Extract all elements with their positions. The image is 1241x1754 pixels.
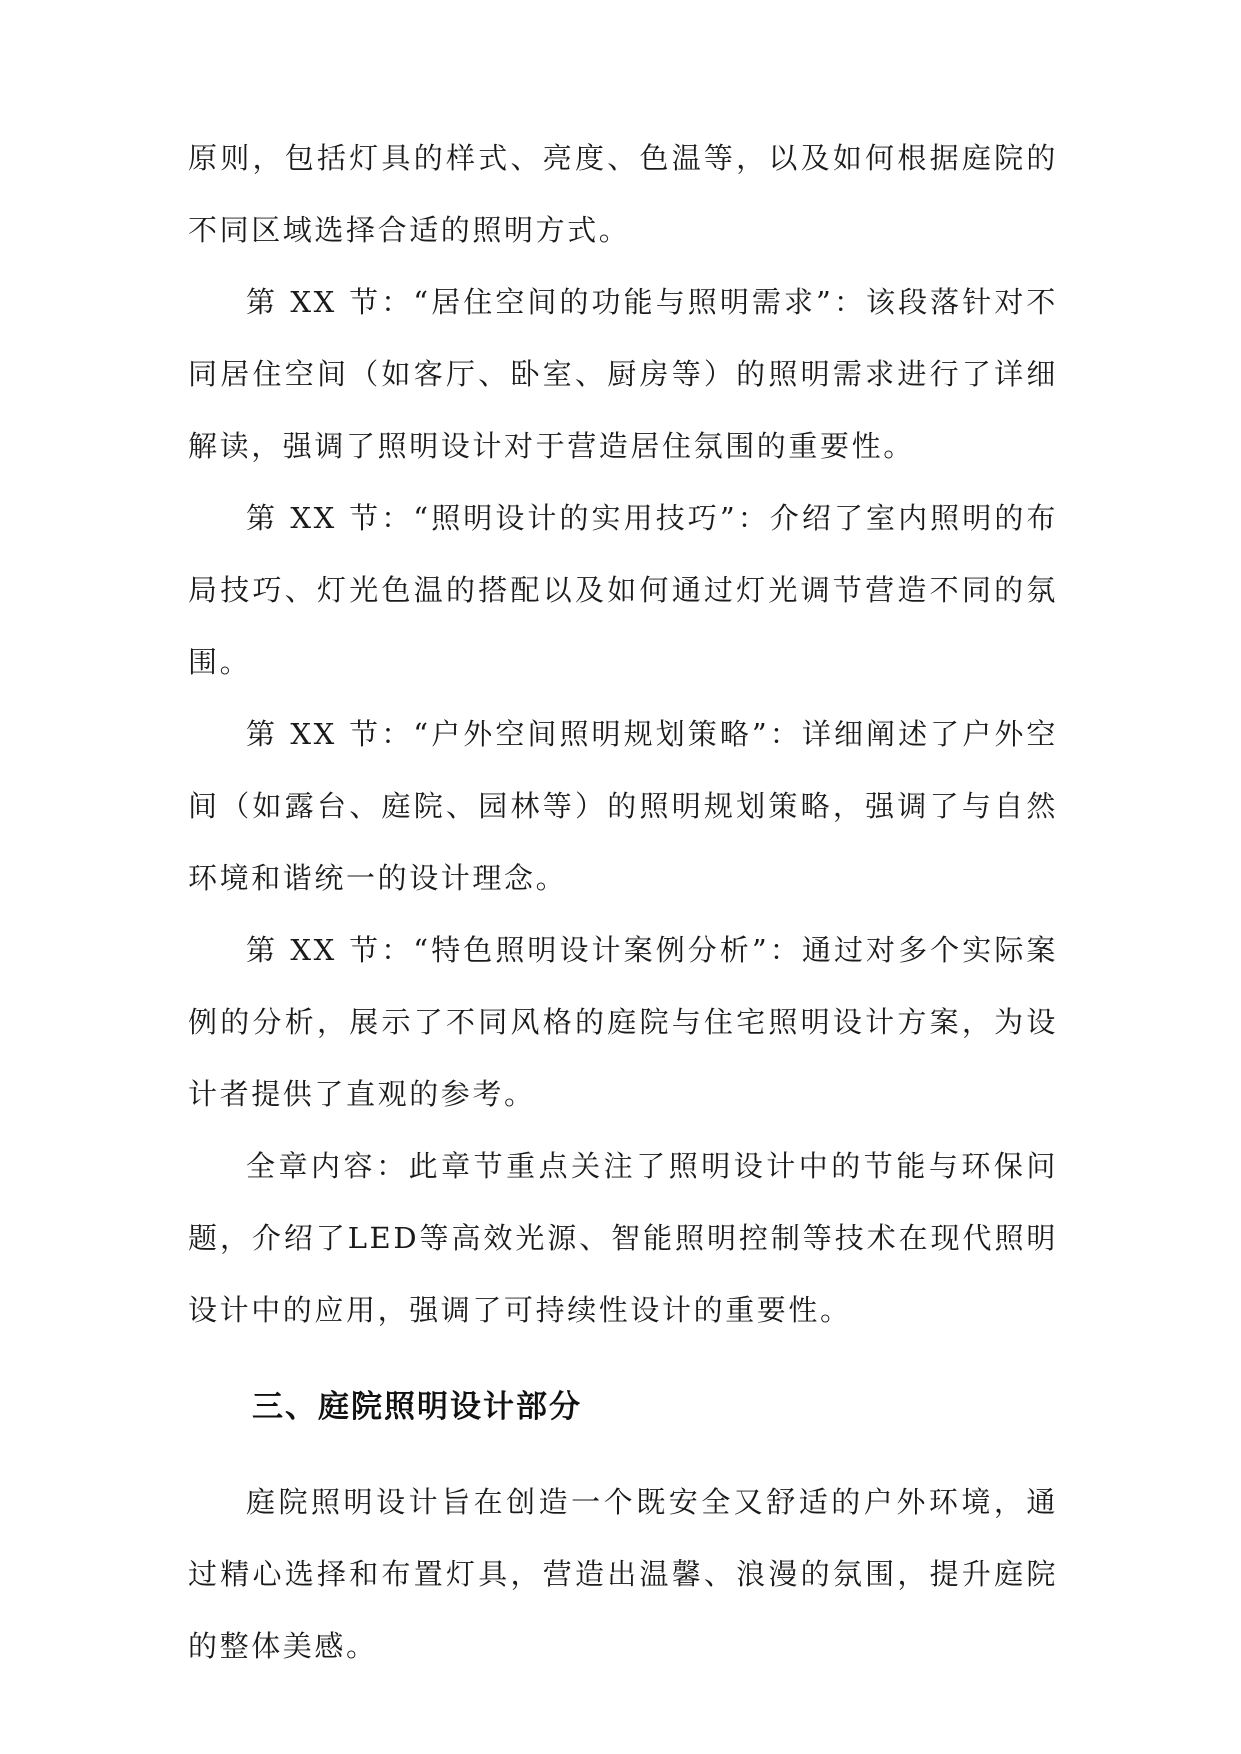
- paragraph-section-case-analysis: 第 XX 节：“特色照明设计案例分析”：通过对多个实际案例的分析，展示了不同风格的庭院与住宅照明设计方案，为设计者提供了直观的参考。: [188, 933, 1058, 1111]
- paragraph-section-outdoor-strategy: 第 XX 节：“户外空间照明规划策略”：详细阐述了户外空间（如露台、庭院、园林等）的照明规划策略，强调了与自然环境和谐统一的设计理念。: [188, 717, 1058, 895]
- body-text-lower: [188, 1466, 1058, 1682]
- paragraph-section-practical-tips: 第 XX 节：“照明设计的实用技巧”：介绍了室内照明的布局技巧、灯光色温的搭配以及如何通过灯光调节营造不同的氛围。: [188, 501, 1058, 679]
- paragraph-chapter-summary: 全章内容：此章节重点关注了照明设计中的节能与环保问题，介绍了LED等高效光源、智能照明控制等技术在现代照明设计中的应用，强调了可持续性设计的重要性。: [188, 1149, 1058, 1327]
- paragraph-continuation: 原则，包括灯具的样式、亮度、色温等，以及如何根据庭院的不同区域选择合适的照明方式。: [188, 141, 1058, 247]
- paragraph-garden-lighting-intro: 庭院照明设计旨在创造一个既安全又舒适的户外环境，通过精心选择和布置灯具，营造出温馨、浪漫的氛围，提升庭院的整体美感。: [188, 1485, 1058, 1663]
- section-heading: 三、庭院照明设计部分: [252, 1389, 582, 1425]
- paragraph-section-living-space: 第 XX 节：“居住空间的功能与照明需求”：该段落针对不同居住空间（如客厅、卧室、厨房等）的照明需求进行了详细解读，强调了照明设计对于营造居住氛围的重要性。: [188, 285, 1058, 463]
- body-text-upper: [188, 122, 1058, 1346]
